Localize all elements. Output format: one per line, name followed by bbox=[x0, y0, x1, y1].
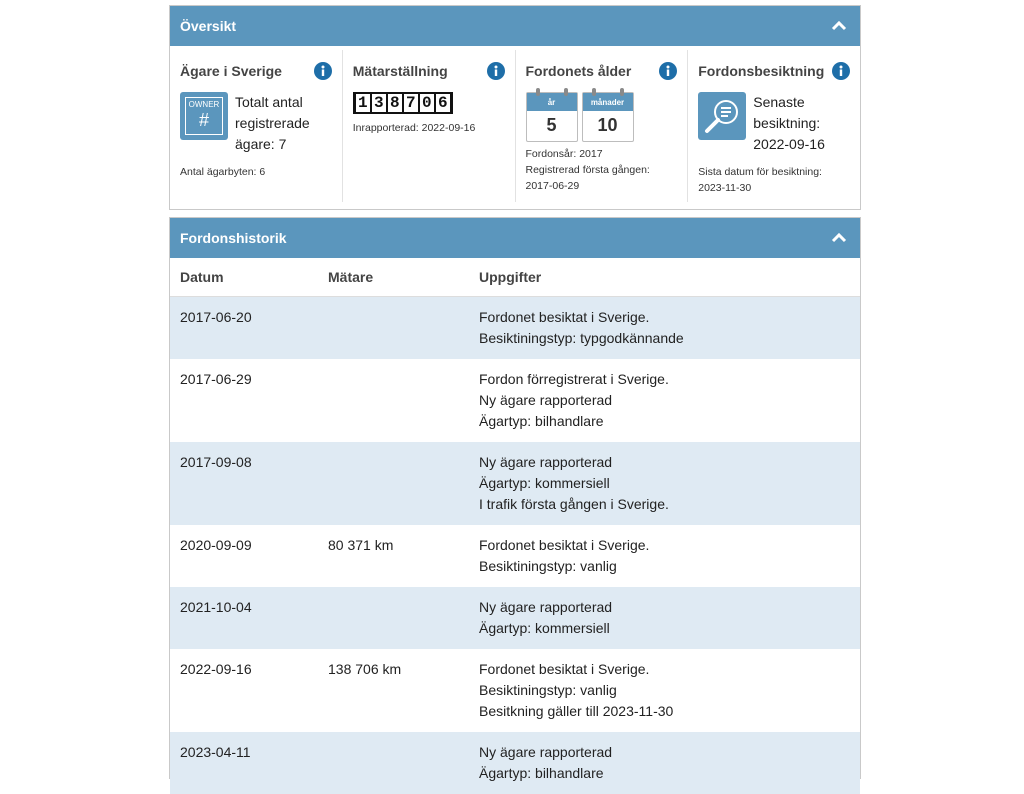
owner-badge-word: OWNER bbox=[188, 100, 220, 109]
odometer-digit: 3 bbox=[372, 94, 386, 112]
meter-reported: Inrapporterad: 2022-09-16 bbox=[352, 122, 476, 134]
table-row bbox=[170, 649, 860, 732]
history-table bbox=[170, 258, 860, 794]
row-date: 2017-06-20 bbox=[170, 297, 318, 360]
row-meter bbox=[318, 442, 469, 525]
owner-changes: Antal ägarbyten: 6 bbox=[180, 166, 266, 178]
inspection-deadline-date: 2023-11-30 bbox=[698, 182, 752, 194]
months-value: 10 bbox=[597, 115, 618, 135]
row-meter: 138 706 km bbox=[328, 661, 402, 677]
odometer-digit: 1 bbox=[356, 94, 370, 112]
inspection-title: Fordonsbesiktning bbox=[698, 63, 825, 79]
years-label: år bbox=[527, 93, 577, 111]
row-date: 2017-06-29 bbox=[180, 371, 252, 387]
overview-title: Översikt bbox=[180, 18, 237, 34]
column-header-meter: Mätare bbox=[318, 258, 469, 297]
meter-section bbox=[343, 50, 516, 202]
inspection-text-line3: 2022-09-16 bbox=[753, 136, 825, 152]
info-icon[interactable] bbox=[659, 62, 677, 80]
years-calendar bbox=[526, 92, 578, 142]
row-date: 2021-10-04 bbox=[170, 587, 318, 649]
history-title: Fordonshistorik bbox=[180, 230, 287, 246]
table-row bbox=[170, 359, 860, 442]
row-date: 2020-09-09 bbox=[180, 537, 252, 553]
owners-text-line1: Totalt antal bbox=[235, 94, 303, 110]
owner-badge-symbol: # bbox=[198, 110, 209, 130]
owners-text-line3: ägare: 7 bbox=[235, 136, 287, 152]
owners-section bbox=[170, 50, 343, 202]
owners-text-line2: registrerade bbox=[235, 115, 310, 131]
row-meter bbox=[318, 587, 469, 649]
column-header-details: Uppgifter bbox=[469, 258, 860, 297]
owners-title: Ägare i Sverige bbox=[180, 63, 282, 79]
row-date: 2017-09-08 bbox=[170, 442, 318, 525]
months-label: månader bbox=[583, 93, 633, 111]
age-section bbox=[516, 50, 689, 202]
inspection-text-line1: Senaste bbox=[753, 94, 805, 110]
info-icon[interactable] bbox=[832, 62, 850, 80]
meter-title: Mätarställning bbox=[352, 63, 448, 79]
odometer-digit: 0 bbox=[420, 94, 434, 112]
first-registration-label: Registrerad första gången: bbox=[525, 164, 650, 176]
row-details: Ny ägare rapporterad Ägartyp: kommersiell bbox=[469, 587, 860, 649]
model-year: Fordonsår: 2017 bbox=[525, 148, 603, 160]
row-date: 2022-09-16 bbox=[180, 661, 252, 677]
odometer-display bbox=[353, 92, 453, 114]
row-details: Fordon förregistrerat i Sverige. Ny ägare rapporterad Ägartyp: bilhandlare bbox=[479, 371, 669, 429]
inspection-deadline-label: Sista datum för besiktning: bbox=[698, 166, 822, 178]
months-calendar bbox=[582, 92, 634, 142]
history-panel bbox=[169, 217, 861, 779]
column-header-date: Datum bbox=[170, 258, 318, 297]
row-meter bbox=[318, 297, 469, 360]
table-row bbox=[170, 732, 860, 794]
row-details: Ny ägare rapporterad Ägartyp: bilhandlare bbox=[469, 732, 860, 794]
inspection-section bbox=[688, 50, 860, 202]
odometer-digit: 6 bbox=[436, 94, 450, 112]
row-meter: 80 371 km bbox=[328, 537, 394, 553]
first-registration-date: 2017-06-29 bbox=[525, 180, 580, 192]
table-row bbox=[170, 442, 860, 525]
row-date: 2023-04-11 bbox=[170, 732, 318, 794]
overview-header[interactable] bbox=[170, 6, 860, 46]
overview-panel bbox=[169, 5, 861, 210]
row-details: Fordonet besiktat i Sverige. Besiktiningstyp: vanlig Besitkning gäller till 2023-11-30 bbox=[479, 661, 674, 719]
inspection-text-line2: besiktning: bbox=[753, 115, 821, 131]
chevron-up-icon[interactable] bbox=[828, 15, 850, 37]
table-row bbox=[170, 525, 860, 587]
table-row bbox=[170, 297, 860, 360]
chevron-up-icon[interactable] bbox=[828, 227, 850, 249]
table-row bbox=[170, 587, 860, 649]
age-title: Fordonets ålder bbox=[525, 63, 632, 79]
inspection-magnifier-icon bbox=[698, 92, 746, 140]
row-details: Ny ägare rapporterad Ägartyp: kommersiell I trafik första gången i Sverige. bbox=[469, 442, 860, 525]
years-value: 5 bbox=[546, 115, 557, 135]
owner-badge-icon bbox=[180, 92, 228, 140]
odometer-digit: 8 bbox=[388, 94, 402, 112]
row-details: Fordonet besiktat i Sverige. Besiktiningstyp: typgodkännande bbox=[469, 297, 860, 360]
history-header[interactable] bbox=[170, 218, 860, 258]
row-meter bbox=[318, 359, 469, 442]
row-meter bbox=[318, 732, 469, 794]
info-icon[interactable] bbox=[487, 62, 505, 80]
odometer-digit: 7 bbox=[404, 94, 418, 112]
row-details: Fordonet besiktat i Sverige. Besiktiningstyp: vanlig bbox=[479, 537, 650, 574]
info-icon[interactable] bbox=[314, 62, 332, 80]
